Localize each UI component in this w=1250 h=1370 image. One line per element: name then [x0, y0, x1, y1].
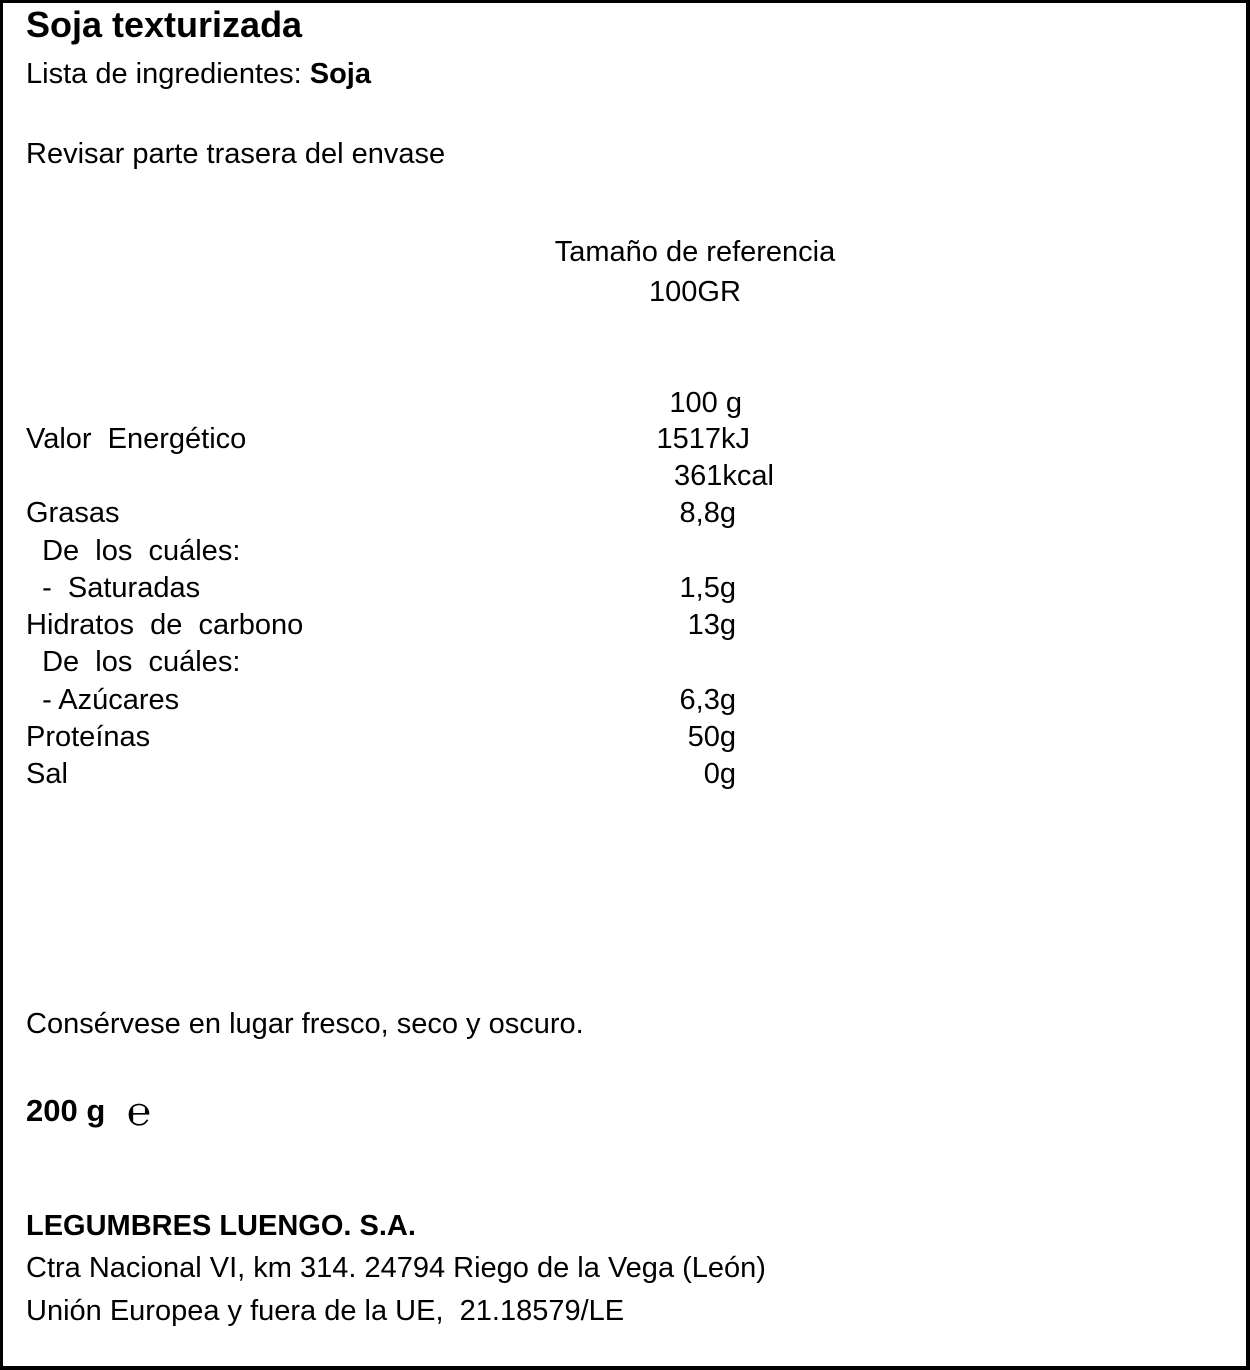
nutrient-value: 1517kJ: [656, 423, 750, 455]
allergen-note: Revisar parte trasera del envase: [26, 138, 446, 170]
nutrient-label: Proteínas: [26, 721, 151, 753]
estimated-sign-icon: ℮: [127, 1089, 152, 1135]
nutrient-label: Grasas: [26, 497, 120, 529]
company-name: LEGUMBRES LUENGO. S.A.: [26, 1210, 416, 1242]
nutrient-label: Valor Energético: [26, 423, 247, 455]
nutrient-value: 8,8g: [679, 497, 736, 529]
company-registry: Unión Europea y fuera de la UE, 21.18579/LE: [26, 1295, 625, 1327]
nutrient-label: Sal: [26, 758, 68, 790]
nutrient-label: - Azúcares: [26, 684, 180, 716]
nutrient-value: 50g: [687, 721, 736, 753]
product-title: Soja texturizada: [26, 4, 303, 45]
nutrient-label: De los cuáles:: [26, 646, 241, 678]
nutrient-value: 361kcal: [674, 460, 774, 492]
nutrient-label: Hidratos de carbono: [26, 609, 304, 641]
ingredients-line: [26, 57, 371, 91]
company-address: Ctra Nacional VI, km 314. 24794 Riego de la Vega (León): [26, 1252, 766, 1284]
reference-amount: 100GR: [649, 276, 741, 308]
column-header: 100 g: [669, 387, 742, 419]
nutrient-label: De los cuáles:: [26, 535, 241, 567]
net-weight: 200 g: [26, 1093, 106, 1128]
storage-instructions: Consérvese en lugar fresco, seco y oscuro.: [26, 1008, 584, 1040]
nutrient-label: - Saturadas: [26, 572, 201, 604]
nutrient-value: 6,3g: [679, 684, 736, 716]
nutrient-value: 13g: [687, 609, 736, 641]
nutrient-value: 0g: [703, 758, 736, 790]
ingredients-label: Lista de ingredientes:: [26, 58, 310, 90]
reference-title: Tamaño de referencia: [554, 236, 836, 268]
ingredients-value: Soja: [309, 58, 371, 90]
nutrient-value: 1,5g: [679, 572, 736, 604]
